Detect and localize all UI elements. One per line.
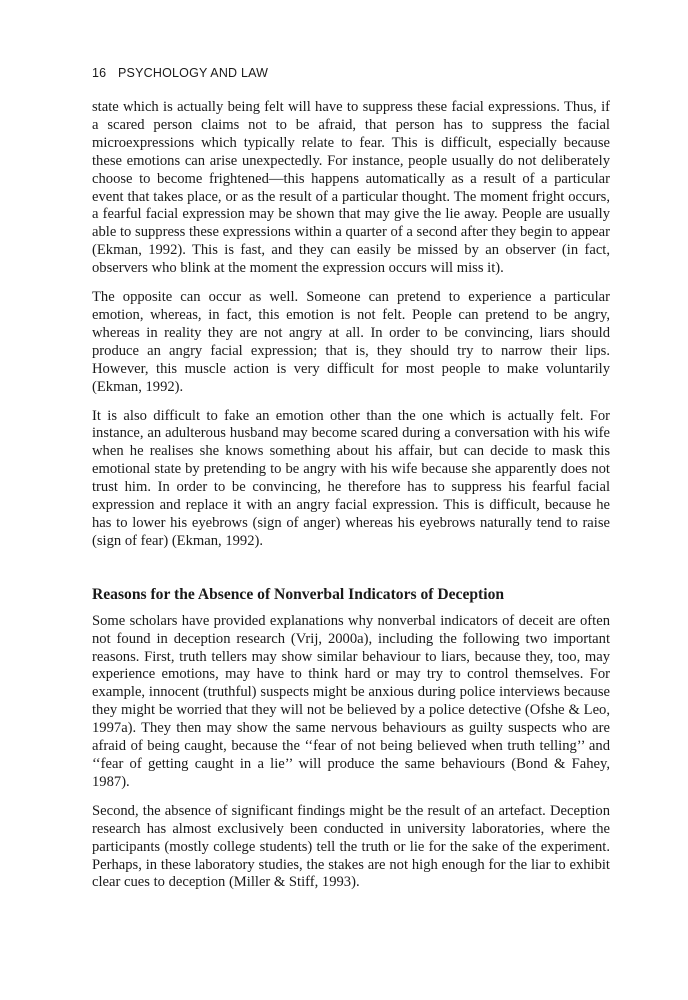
paragraph-second-reason: Second, the absence of significant findings might be the result of an artefact. Deception research has almost exclusively been conducted in university laboratories, where the participants (mostly college students) tell the truth or lie for the sake of the experiment. Perhaps, in these laboratory studies, the stakes are not high enough for the liar to exhibit clear cues to deception (Miller & Stiff, 1993). bbox=[92, 802, 610, 891]
paragraph-microexpressions: state which is actually being felt will have to suppress these facial expressions. Thus, if a scared person claims not to be afraid, that person has to suppress the facial microexpressions which typically relate to fear. This is difficult, especially because these emotions can arise unexpectedly. For instance, people usually do not deliberately choose to become frightened—this happens automatically as a result of a particular event that takes place, or as the result of a particular thought. The moment fright occurs, a fearful facial expression may be shown that may give the lie away. People are usually able to suppress these expressions within a quarter of a second after they begin to appear (Ekman, 1992). This is fast, and they can easily be missed by an observer (in fact, observers who blink at the moment the expression occurs will miss it). bbox=[92, 99, 610, 277]
book-page bbox=[92, 0, 610, 1000]
section-heading: Reasons for the Absence of Nonverbal Indicators of Deception bbox=[92, 585, 505, 603]
paragraph-pretend-emotion: The opposite can occur as well. Someone can pretend to experience a particular emotion, whereas, in fact, this emotion is not felt. People can pretend to be angry, whereas in reality they are not angry at all. In order to be convincing, liars should produce an angry facial expression; that is, they should try to narrow their lips. However, this muscle action is very difficult for most people to make voluntarily (Ekman, 1992). bbox=[92, 289, 610, 395]
page-number: 16 bbox=[92, 66, 107, 80]
running-title: PSYCHOLOGY AND LAW bbox=[118, 66, 269, 80]
running-head bbox=[92, 66, 268, 80]
paragraph-fake-emotion: It is also difficult to fake an emotion other than the one which is actually felt. For instance, an adulterous husband may become scared during a conversation with his wife when he realises she knows something about his affair, but can decide to mask this emotional state by pretending to be angry with his wife because she apparently does not trust him. In order to be convincing, he therefore has to suppress his fearful facial expression and replace it with an angry facial expression. This is difficult, because he has to lower his eyebrows (sign of anger) whereas his eyebrows naturally tend to raise (sign of fear) (Ekman, 1992). bbox=[92, 407, 610, 549]
body-text bbox=[92, 99, 610, 903]
paragraph-first-reason: Some scholars have provided explanations why nonverbal indicators of deceit are often not found in deception research (Vrij, 2000a), including the following two important reasons. First, truth tellers may show similar behaviour to liars, because they, too, may experience emotions, may have to think hard or may try to control themselves. For example, innocent (truthful) suspects might be anxious during police interviews because they might be worried that they will not be believed by a police detective (Ofshe & Leo, 1997a). They then may show the same nervous behaviours as guilty suspects who are afraid of being caught, because the ‘‘fear of not being believed when truth telling’’ and ‘‘fear of getting caught in a lie’’ will produce the same behaviours (Bond & Fahey, 1987). bbox=[92, 612, 610, 790]
